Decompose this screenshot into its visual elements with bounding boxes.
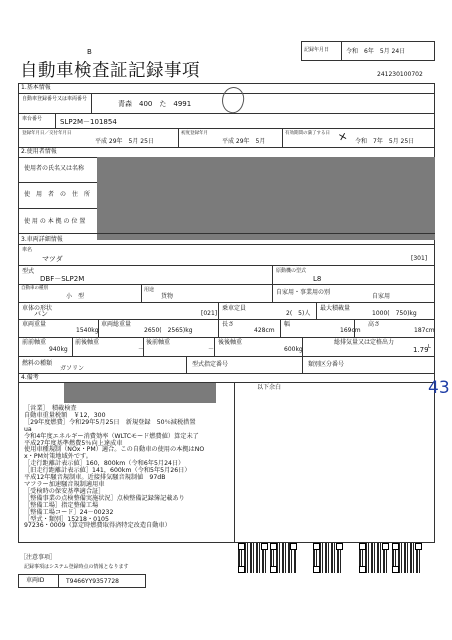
fuel-type-value: ガソリン xyxy=(60,365,85,372)
maker-code: [301] xyxy=(411,255,428,262)
rear-rear-axle-value: 600kg xyxy=(284,346,303,353)
notice-text: 記録事項はシステム登録時点の情報となります xyxy=(24,564,129,570)
rear-rear-axle-label: 後後軸重 xyxy=(218,339,243,346)
rear-front-axle-label: 後前軸重 xyxy=(146,339,171,346)
body-shape-code: [021] xyxy=(201,310,218,317)
registration-number-label: 自動車登録番号又は車両番号 xyxy=(22,96,88,102)
vehicle-kind-value: 小 型 xyxy=(66,293,85,300)
remarks-line: ua xyxy=(24,425,32,433)
registration-date-label: 登録年月日／交付年月日 xyxy=(22,131,72,136)
length-value: 428cm xyxy=(254,327,275,334)
remarks-line: ［受検時の保安基準適合証］ xyxy=(24,487,105,495)
document-title: 自動車検査証記録事項 xyxy=(20,61,200,81)
remarks-line: ［走行距離計表示値］160，800km（令和6年5月24日） xyxy=(24,460,185,468)
vehicle-weight-value: 1540kg xyxy=(76,327,99,334)
section-user-heading: 2.使用者情報 xyxy=(21,148,57,155)
front-front-axle-label: 前前軸重 xyxy=(22,339,47,346)
expiry-date-label: 有効期間の満了する日 xyxy=(285,131,330,136)
record-date-value: 令和 6年 5月 24日 xyxy=(346,48,406,55)
approval-number-label: 型式指定番号 xyxy=(192,361,229,368)
use-label: 用途 xyxy=(144,287,155,293)
capacity-value: 2( 5)人 xyxy=(286,310,311,317)
qr-code-icon xyxy=(359,543,389,573)
registration-number-value: 青森 400 た 4991 xyxy=(118,100,192,108)
section-detail-heading: 3.車両詳細情報 xyxy=(21,236,63,243)
qr-code-icon xyxy=(392,543,422,573)
form-mark: B xyxy=(87,48,92,56)
rear-front-axle-value: － xyxy=(208,346,215,353)
max-load-value: 1000( 750)kg xyxy=(372,310,417,317)
engine-model-label: 原動機の型式 xyxy=(276,268,307,274)
private-business-label: 自家用・事業用の別 xyxy=(276,289,331,296)
remarks-line: マフラー加速騒音規制適用車 xyxy=(24,480,105,488)
registration-date-value: 平成 29年 5月 25日 xyxy=(95,138,154,145)
private-business-value: 自家用 xyxy=(372,293,391,300)
expiry-date-value: 令和 7年 5月 25日 xyxy=(355,138,415,145)
max-load-label: 最大積載量 xyxy=(320,305,351,312)
remarks-line: ［整備工場］指定整備工場 xyxy=(24,501,99,509)
qr-code-icon xyxy=(238,543,268,573)
height-value: 187cm xyxy=(414,327,435,334)
vehicle-id-value: T9466YY9357728 xyxy=(66,578,119,585)
vehicle-id-label: 車両ID xyxy=(26,577,45,584)
record-date-label: 記録年月日 xyxy=(304,47,330,53)
redacted-remarks xyxy=(64,383,216,403)
qr-code-icon xyxy=(270,543,297,573)
displacement-value: 1.79 xyxy=(413,346,429,354)
remarks-line: 自動車重量税額 ￥12，300 xyxy=(24,411,106,419)
front-rear-axle-value: － xyxy=(138,346,145,353)
front-front-axle-value: 940kg xyxy=(49,346,68,353)
user-address-label: 使 用 者 の 住 所 xyxy=(24,191,91,198)
vehicle-kind-label: 自動車の種別 xyxy=(21,286,48,291)
first-registration-label: 初度登録年月 xyxy=(181,131,208,136)
length-label: 長さ xyxy=(222,321,235,328)
chassis-number-value: SLP2M－101854 xyxy=(60,118,117,126)
remarks-line: ［営業］ 積載検査 xyxy=(24,405,77,412)
section-basic-heading: 1.基本情報 xyxy=(21,84,51,91)
height-label: 高さ xyxy=(368,321,381,328)
vehicle-weight-label: 車両重量 xyxy=(22,321,47,328)
remarks-line: ［整備工場コード］24－00232 xyxy=(24,508,114,516)
remarks-line: ［整備事業の点検整備実施状況］点検整備記録簿記載あり xyxy=(24,494,185,502)
handwritten-number: 43 xyxy=(428,378,450,398)
handwritten-cross-mark: ⨯ xyxy=(336,129,349,144)
displacement-unit: L xyxy=(428,344,431,350)
gross-weight-value: 2650( 2565)kg xyxy=(144,327,193,334)
section-remarks-heading: 4.備考 xyxy=(21,374,39,381)
remarks-notes xyxy=(24,406,204,530)
remarks-line: 令和4年度エネルギー消費効率（WLTCモード燃費値）算定未了 xyxy=(24,432,199,440)
remarks-line: 使用車種規制（NOx・PM）適合。この自動車の使用の本拠はNO xyxy=(24,446,205,454)
category-number-label: 類別区分番号 xyxy=(308,361,345,368)
body-shape-value: バン xyxy=(34,310,48,318)
front-rear-axle-label: 前後軸重 xyxy=(75,339,100,346)
remarks-line: 平成12年騒音規制車。近接排気騒音規制値 97dB xyxy=(24,474,166,482)
displacement-label: 総排気量又は定格出力 xyxy=(334,339,395,346)
user-name-label: 使用者の氏名又は名称 xyxy=(24,165,85,172)
capacity-label: 乗車定員 xyxy=(222,305,247,312)
engine-model-value: L8 xyxy=(313,275,322,283)
remarks-line: x・PM対策地域外です。 xyxy=(24,453,92,461)
model-label: 型式 xyxy=(22,268,35,275)
maker-value: マツダ xyxy=(42,255,63,263)
first-registration-value: 平成 29年 5月 xyxy=(222,138,266,145)
remarks-line: 97236・0009（算定時燃費取得済特定改造自動車） xyxy=(24,522,171,530)
maker-label: 車名 xyxy=(22,247,33,253)
width-value: 169cm xyxy=(340,327,361,334)
redacted-user-info xyxy=(97,157,435,240)
chassis-number-label: 車台番号 xyxy=(22,116,43,122)
base-location-label: 使 用 の 本 拠 の 位 置 xyxy=(24,218,86,225)
fuel-type-label: 燃料の種類 xyxy=(22,360,53,367)
blank-below-label: 以下余白 xyxy=(257,384,282,391)
document-number: 241230100702 xyxy=(377,71,423,78)
model-value: DBF－SLP2M xyxy=(40,275,85,283)
remarks-line: ［29年度燃費］令和29年5月25日 新規登録 50％減税措置 xyxy=(24,418,196,426)
qr-code-icon xyxy=(313,543,343,573)
remarks-line: 平成27年度基準燃費5％向上達成車 xyxy=(24,439,123,447)
gross-weight-label: 車両総重量 xyxy=(101,321,132,328)
use-value: 貨物 xyxy=(161,293,174,300)
remarks-line: ［型式・類別］15218・0105 xyxy=(24,515,109,523)
notice-title: ［注意事項］ xyxy=(20,554,57,561)
body-shape-label: 車体の形状 xyxy=(22,305,53,312)
remarks-line: ［旧走行距離計表示値］141，600km（令和5年5月26日） xyxy=(24,467,191,475)
width-label: 幅 xyxy=(284,321,291,328)
